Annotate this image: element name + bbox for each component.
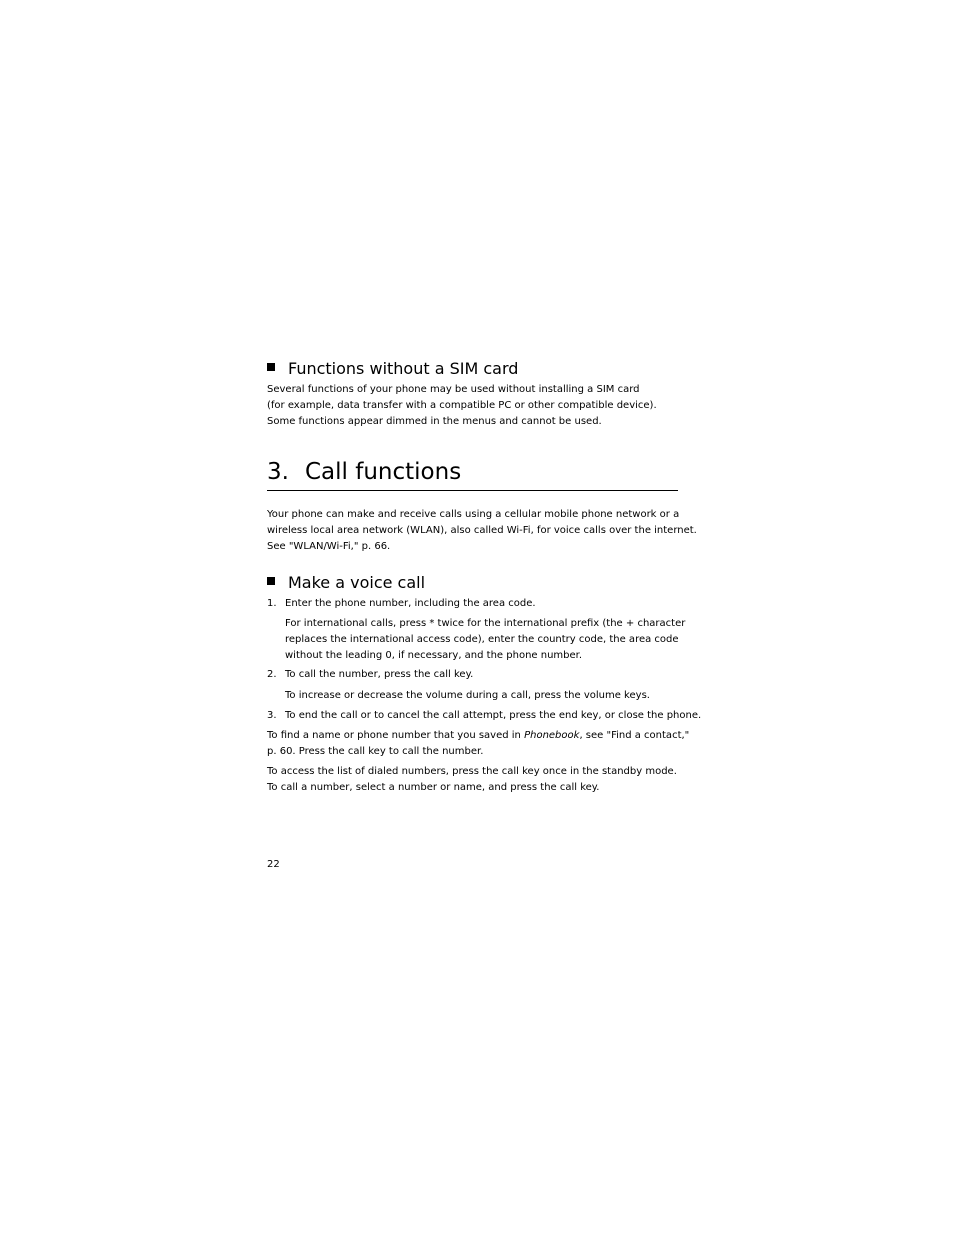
step-note	[285, 616, 685, 664]
text-line: For international calls, press * twice for the international prefix (the + character	[285, 618, 686, 629]
section-heading-sim	[267, 359, 679, 379]
step-number: 1.	[267, 598, 277, 609]
text-line: Several functions of your phone may be used without installing a SIM card	[267, 384, 640, 395]
text-line: Some functions appear dimmed in the menus and cannot be used.	[267, 416, 602, 427]
chapter-heading	[267, 457, 678, 491]
text-line: See "WLAN/Wi-Fi," p. 66.	[267, 541, 391, 552]
chapter-number: 3.	[267, 459, 289, 485]
page-number: 22	[267, 859, 280, 870]
text-line: Your phone can make and receive calls using a cellular mobile phone network or a	[267, 509, 680, 520]
step-number: 2.	[267, 669, 277, 680]
text-line: p. 60. Press the call key to call the number.	[267, 746, 484, 757]
text-line: wireless local area network (WLAN), also called Wi-Fi, for voice calls over the internet.	[267, 525, 697, 536]
text-line	[267, 728, 690, 744]
text-line: To call a number, select a number or name, and press the call key.	[267, 782, 600, 793]
text-line: To increase or decrease the volume during a call, press the volume keys.	[285, 690, 650, 701]
text-line: without the leading 0, if necessary, and the phone number.	[285, 650, 583, 661]
step-number: 3.	[267, 710, 277, 721]
chapter-title: Call functions	[305, 459, 462, 485]
text-line: To access the list of dialed numbers, press the call key once in the standby mode.	[267, 766, 677, 777]
square-bullet-icon	[267, 363, 275, 371]
section-heading-voice	[267, 573, 679, 593]
phonebook-menu-name: Phonebook	[524, 730, 580, 741]
step-note	[285, 688, 650, 704]
step-text: To end the call or to cancel the call attempt, press the end key, or close the phone.	[285, 710, 702, 721]
chapter-intro	[267, 507, 697, 555]
sim-paragraph	[267, 382, 679, 430]
text-span: To find a name or phone number that you saved in	[267, 730, 525, 741]
step-text: To call the number, press the call key.	[285, 669, 474, 680]
find-contact-paragraph	[267, 728, 690, 760]
text-line: replaces the international access code), enter the country code, the area code	[285, 634, 679, 645]
voice-heading-text: Make a voice call	[288, 573, 426, 592]
step-text: Enter the phone number, including the area code.	[285, 598, 536, 609]
text-span: , see "Find a contact,"	[579, 730, 690, 741]
dialed-numbers-paragraph	[267, 764, 679, 796]
sim-heading-text: Functions without a SIM card	[288, 359, 519, 378]
square-bullet-icon	[267, 577, 275, 585]
text-line: (for example, data transfer with a compatible PC or other compatible device).	[267, 400, 657, 411]
